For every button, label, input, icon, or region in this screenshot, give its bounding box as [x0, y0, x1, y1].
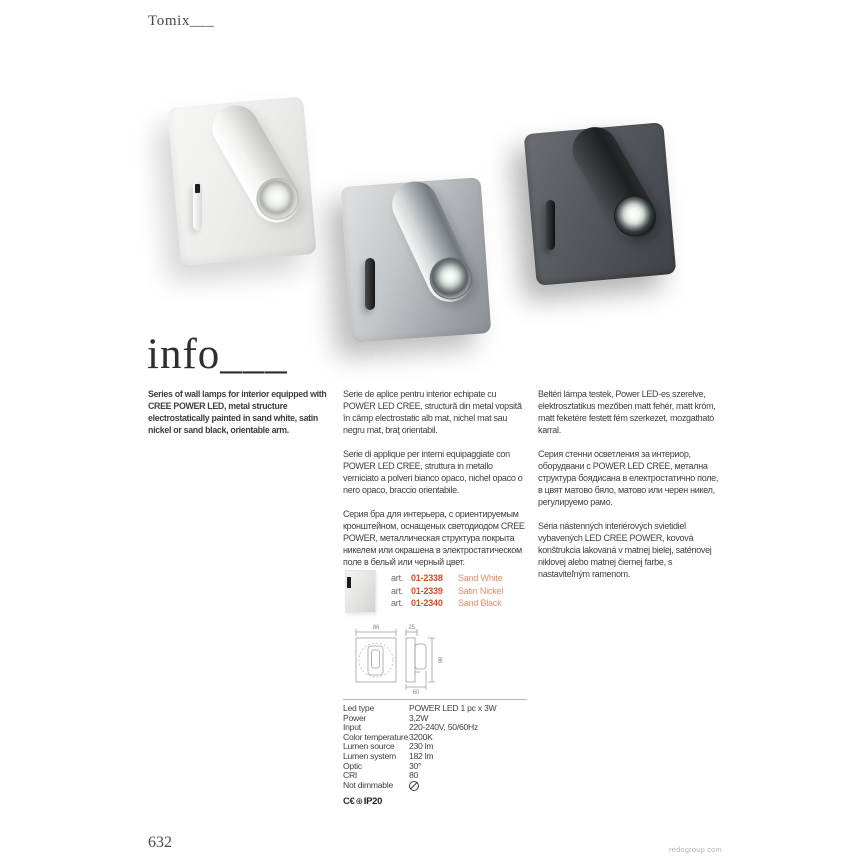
- certification-marks: [343, 796, 527, 807]
- spec-value: POWER LED 1 pc x 3W: [409, 703, 497, 713]
- article-code: 01-2339: [411, 585, 443, 596]
- spec-label: Optic: [343, 760, 362, 771]
- spec-value: 220-240V, 50/60Hz: [409, 722, 479, 733]
- spec-label: CRI: [343, 770, 358, 781]
- spec-value: 3,2W: [409, 712, 429, 723]
- product-photo-sand-black: [520, 118, 682, 300]
- spec-table: [343, 699, 527, 807]
- ce-mark-icon: C€: [343, 796, 355, 808]
- spec-value: 30°: [409, 760, 422, 771]
- lamp-switch: [546, 200, 555, 250]
- lamp-switch: [365, 258, 375, 310]
- article-row: [391, 585, 503, 598]
- dim-height-label: 86: [436, 656, 442, 664]
- spec-value: [409, 781, 527, 794]
- spec-row: [343, 704, 527, 714]
- article-code: 01-2340: [411, 598, 443, 609]
- description-sk: Séria nástenných interiérových svietidiel vybavených LED CREE POWER, kovová konštrukcia lakovaná v matnej bielej, saténovej niklovej alebo matnej čiernej farbe, s nastaviteľným ramenom.: [538, 521, 712, 579]
- ip-rating: IP20: [363, 796, 383, 808]
- spec-value: 182 lm: [409, 750, 434, 761]
- article-rows: [391, 570, 503, 610]
- article-row: [391, 597, 503, 610]
- spec-row-not-dimmable: [343, 781, 527, 794]
- page-number: 632: [148, 834, 172, 851]
- article-label: art.: [391, 573, 404, 583]
- article-finish: Sand White: [458, 573, 503, 583]
- dimension-drawing: [350, 622, 445, 696]
- spec-label: Power: [343, 712, 367, 723]
- description-column-hu-bg-sk: [538, 388, 724, 592]
- dim-total-depth-label: 60: [412, 690, 420, 696]
- certification-icon: ⊕: [355, 796, 363, 807]
- article-thumbnail: [345, 570, 376, 613]
- spec-value: 3200K: [409, 731, 433, 742]
- not-dimmable-icon: [409, 781, 419, 791]
- product-photo-sand-white: [168, 94, 326, 286]
- description-bg: Серия стенни осветления за интериор, оборудвани с POWER LED CREE, метална структура боядисана в електростатично поле, в цвят матово бяло, матово или черен никел, регулируемо рамо.: [538, 449, 719, 507]
- dim-width-label: 86: [372, 625, 380, 631]
- spec-label: Not dimmable: [343, 779, 394, 790]
- description-column-ro-it-ru: [343, 388, 529, 580]
- article-label: art.: [391, 598, 404, 609]
- article-row: [391, 572, 503, 585]
- spec-value: 80: [409, 770, 419, 781]
- spec-row: [343, 762, 527, 772]
- article-code: 01-2338: [411, 573, 443, 583]
- description-it: Serie di applique per interni equipaggiate con POWER LED CREE, struttura in metallo verniciato a polveri bianco opaco, nichel opaco o nero opaco, braccio orientabile.: [343, 449, 523, 495]
- description-en: Series of wall lamps for interior equipped with CREE POWER LED, metal structure electrostatically painted in sand white, satin nickel or sand black, orientable arm.: [148, 389, 327, 435]
- description-ru: Серия бра для интерьера, с ориентируемым кронштейном, оснащеных светодиодом CREE POWER, металлическая структура покрыта никелем или окрашена в электростатическом поле в белый или черный цвет.: [343, 509, 525, 567]
- article-finish: Satin Nickel: [458, 585, 504, 596]
- article-finish: Sand Black: [458, 598, 502, 609]
- product-title: info___: [147, 331, 288, 378]
- description-column-en: [148, 388, 334, 448]
- spec-label: Lumen system: [343, 750, 396, 761]
- spec-label: Lumen source: [343, 741, 395, 752]
- spec-row: [343, 752, 527, 762]
- description-ro: Serie de aplice pentru interior echipate cu POWER LED CREE, structură din metal vopsită în câmp electrostatic alb mat, nichel mat sau negru mat, braţ orientabil.: [343, 389, 522, 435]
- spec-label: Color temperature: [343, 731, 409, 742]
- lamp-switch: [193, 182, 202, 230]
- spec-label: Led type: [343, 703, 374, 713]
- dim-plate-depth-label: 25: [408, 625, 415, 631]
- product-photo-satin-nickel: [338, 172, 500, 360]
- spec-value: 230 lm: [409, 741, 434, 752]
- article-table: [345, 570, 503, 613]
- series-title: Tomix___: [148, 13, 215, 29]
- description-hu: Beltéri lámpa testek, Power LED-es szerelve, elektrosztatikus mezőben matt fehér, matt króm, matt feketére festett fém szerkezet, mozgatható karral.: [538, 389, 716, 435]
- spec-label: Input: [343, 722, 361, 733]
- website-url: redogroup.com: [668, 845, 722, 854]
- article-label: art.: [391, 585, 404, 596]
